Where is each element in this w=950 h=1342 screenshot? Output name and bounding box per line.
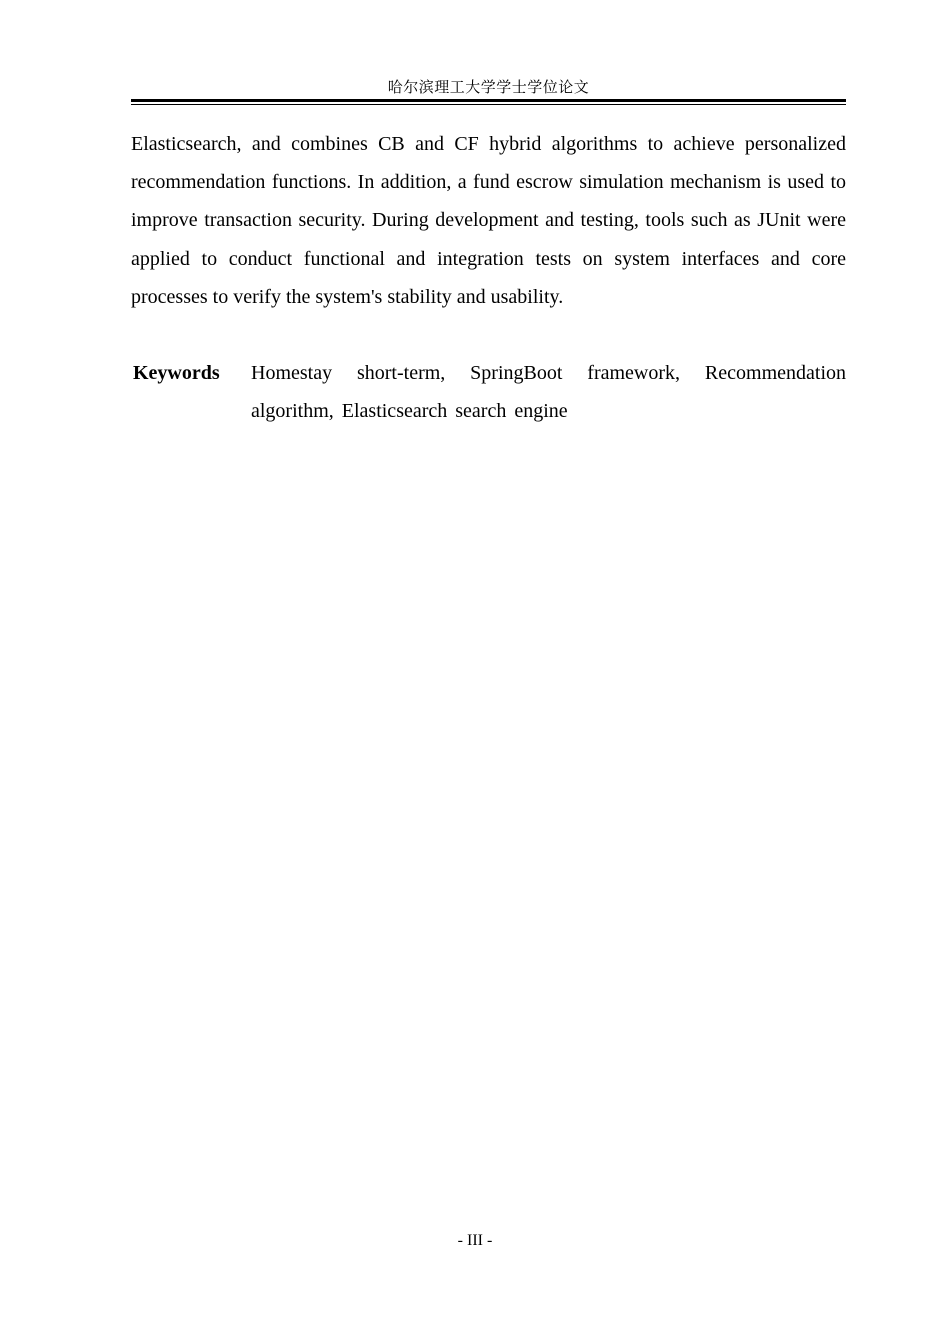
- header-rule-thick: [131, 99, 846, 102]
- abstract-paragraph: Elasticsearch, and combines CB and CF hybrid algorithms to achieve personalized recommendation functions. In addition, a fund escrow simulation mechanism is used to improve transaction security. During development and testing, tools such as JUnit were applied to conduct functional and integration tests on system interfaces and core processes to verify the system's stability and usability.: [131, 133, 846, 308]
- keywords-text: Homestay short-term, SpringBoot framework, Recommendation algorithm, Elasticsearch search engine: [251, 362, 846, 422]
- page-number: - III -: [457, 1232, 493, 1249]
- keywords-section: [131, 354, 846, 430]
- keywords-label: Keywords: [133, 362, 220, 384]
- header-rule-thin: [131, 104, 846, 105]
- page-header: 哈尔滨理工大学学士学位论文: [387, 80, 590, 96]
